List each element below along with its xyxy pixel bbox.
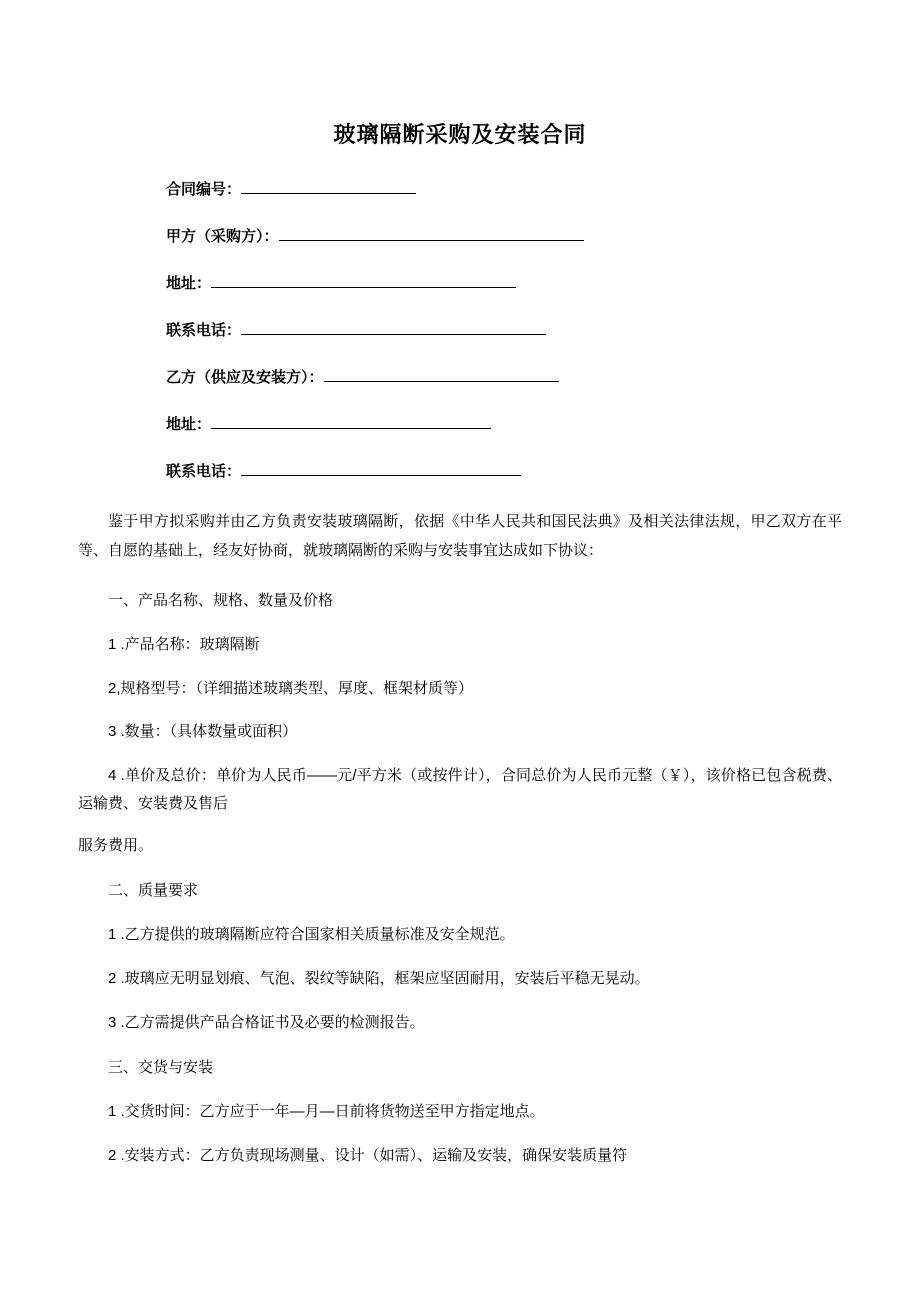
field-label: 乙方（供应及安装方）： [166, 369, 324, 386]
clause-1-2: 2,规格型号：（详细描述玻璃类型、厚度、框架材质等） [108, 679, 474, 697]
field-blank[interactable] [241, 320, 546, 335]
field-label: 联系电话： [166, 463, 242, 480]
field-blank[interactable] [241, 461, 521, 476]
field-label: 甲方（采购方）： [166, 228, 279, 245]
field-blank[interactable] [279, 226, 584, 241]
preamble-paragraph: 鉴于甲方拟采购并由乙方负责安装玻璃隔断，依据《中华人民共和国民法典》及相关法律法规，甲乙双方在平等、自愿的基础上，经友好协商，就玻璃隔断的采购与安装事宜达成如下协议： [78, 513, 842, 559]
field-label: 联系电话： [166, 322, 242, 339]
party-info-block [78, 179, 842, 481]
clause-2-3: 3 .乙方需提供产品合格证书及必要的检测报告。 [108, 1013, 425, 1031]
clause-1-1: 1 .产品名称：玻璃隔断 [108, 635, 260, 653]
field-blank[interactable] [211, 414, 491, 429]
field-party-a-phone [78, 320, 842, 340]
section-heading-1: 一、产品名称、规格、数量及价格 [108, 592, 334, 609]
section-heading-3: 三、交货与安装 [108, 1059, 214, 1077]
field-label: 合同编号： [166, 181, 242, 198]
field-party-b-phone [78, 461, 842, 481]
clause-3-1: 1 .交货时间：乙方应于一年—月—日前将货物送至甲方指定地点。 [108, 1103, 545, 1120]
field-party-a [78, 226, 842, 246]
clause-1-4: 4 .单价及总价：单价为人民币——元/平方米（或按件计），合同总价为人民币元整（￥），该价格已包含税费、运输费、安装费及售后 [78, 767, 842, 812]
field-blank[interactable] [241, 179, 416, 194]
page-title: 玻璃隔断采购及安装合同 [333, 122, 587, 147]
field-party-b-address [78, 414, 842, 434]
field-party-a-address [78, 273, 842, 293]
field-blank[interactable] [211, 273, 516, 288]
clause-2-2: 2 .玻璃应无明显划痕、气泡、裂纹等缺陷，框架应坚固耐用，安装后平稳无晃动。 [108, 969, 650, 987]
clause-2-1: 1 .乙方提供的玻璃隔断应符合国家相关质量标准及安全规范。 [108, 926, 515, 943]
field-blank[interactable] [324, 367, 559, 382]
field-contract-number [78, 179, 842, 199]
clause-1-4-cont: 服务费用。 [78, 836, 154, 854]
section-heading-2: 二、质量要求 [108, 882, 199, 900]
clause-3-2: 2 .安装方式：乙方负责现场测量、设计（如需）、运输及安装，确保安装质量符 [108, 1146, 628, 1164]
field-label: 地址： [166, 416, 212, 433]
field-label: 地址： [166, 275, 212, 292]
field-party-b [78, 367, 842, 387]
clause-1-3: 3 .数量：（具体数量或面积） [108, 723, 298, 741]
